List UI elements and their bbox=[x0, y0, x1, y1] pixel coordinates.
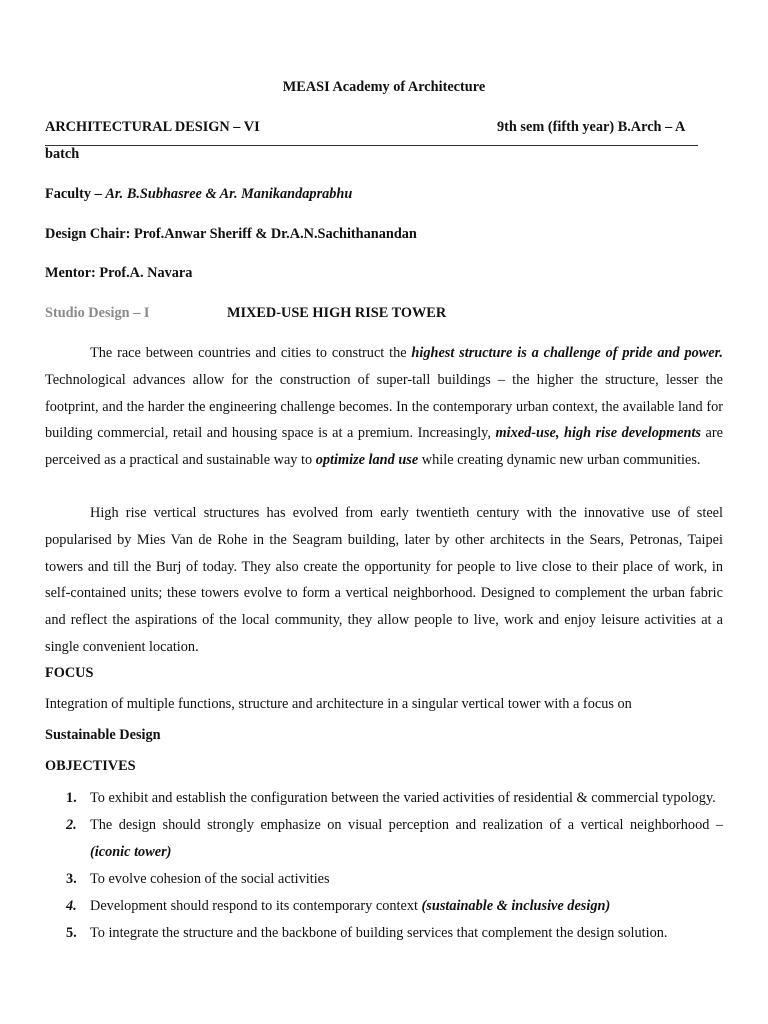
item-number: 4. bbox=[66, 897, 77, 914]
intro-paragraph-1: The race between countries and cities to construct the highest structure is a challenge of pride and power. Technological advances allow for the construction of super-tall buildings – the higher the structure, lesser the footprint, and the harder the engineering challenge becomes. In the contemporary urban context, the available land for building commercial, retail and housing space is at a premium. Increasingly, mixed-use, high rise developments are perceived as a practical and sustainable way to optimize land use while creating dynamic new urban communities. bbox=[45, 345, 724, 469]
studio-label: Studio Design – I bbox=[45, 305, 150, 321]
list-item: 3. To evolve cohesion of the social activities bbox=[45, 866, 723, 893]
focus-heading: FOCUS bbox=[45, 665, 94, 681]
emphasis-highest-structure: highest structure is a challenge of pride and power. bbox=[411, 345, 723, 361]
mentor: Mentor: Prof.A. Navara bbox=[45, 265, 193, 281]
header-rule bbox=[45, 145, 698, 146]
faculty-names: Ar. B.Subhasree & Ar. Manikandaprabhu bbox=[105, 186, 353, 202]
focus-text: Integration of multiple functions, structure and architecture in a singular vertical tower with a focus on bbox=[45, 696, 632, 712]
emphasis-land-use: optimize land use bbox=[315, 452, 419, 469]
institution-title: MEASI Academy of Architecture bbox=[282, 79, 486, 95]
emphasis-sustainable-inclusive: (sustainable & inclusive design) bbox=[421, 897, 611, 914]
design-chair: Design Chair: Prof.Anwar Sheriff & Dr.A.N.Sachithanandan bbox=[45, 226, 417, 242]
list-item: 4. Development should respond to its contemporary context (sustainable & inclusive design) bbox=[45, 893, 723, 920]
list-item: 2. The design should strongly emphasize on visual perception and realization of a vertical neighborhood – (iconic tower) bbox=[45, 812, 723, 866]
emphasis-mixed-use: mixed-use, high rise developments bbox=[495, 425, 701, 442]
faculty-label: Faculty – bbox=[45, 186, 106, 202]
item-number: 5. bbox=[66, 924, 77, 941]
list-item: 5. To integrate the structure and the backbone of building services that complement the design solution. bbox=[45, 920, 723, 947]
focus-emphasis: Sustainable Design bbox=[45, 727, 161, 743]
item-number: 1. bbox=[66, 790, 77, 806]
item-number: 2. bbox=[66, 816, 77, 833]
item-number: 3. bbox=[66, 870, 77, 887]
objectives-list bbox=[45, 785, 723, 947]
objectives-heading: OBJECTIVES bbox=[45, 758, 136, 774]
course-title: ARCHITECTURAL DESIGN – VI bbox=[45, 119, 260, 135]
semester-info: 9th sem (fifth year) B.Arch – A bbox=[497, 119, 686, 135]
intro-paragraph-2: High rise vertical structures has evolved from early twentieth century with the innovative use of steel popularised by Mies Van de Rohe in the Seagram building, later by other architects in the Sears, Petronas, Taipei towers and till the Burj of today. They also create the opportunity for people to live close to their place of work, in self-contained units; these towers evolve to form a vertical neighborhood. Designed to complement the urban fabric and reflect the aspirations of the local community, they allow people to live, work and enjoy leisure activities at a single convenient location. bbox=[45, 505, 723, 655]
emphasis-iconic-tower: (iconic tower) bbox=[90, 843, 172, 860]
batch-text: batch bbox=[45, 146, 80, 162]
list-item: 1. To exhibit and establish the configuration between the varied activities of residential & commercial typology. bbox=[45, 785, 723, 812]
studio-title: MIXED-USE HIGH RISE TOWER bbox=[227, 305, 447, 321]
faculty-line bbox=[45, 186, 352, 203]
